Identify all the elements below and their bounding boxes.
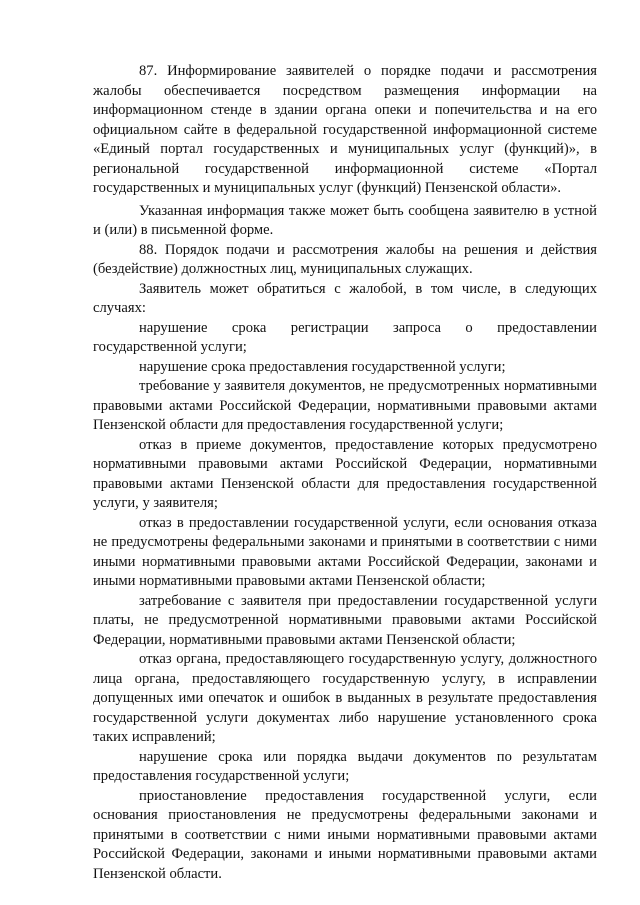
paragraph-88: 88. Порядок подачи и рассмотрения жалобы на решения и действия (бездействие) должностных лиц, муниципальных служащих. bbox=[93, 241, 597, 277]
paragraph-87: 87. Информирование заявителей о порядке подачи и рассмотрения жалобы обеспечивается посредством размещения информации на информационном стенде в здании органа опеки и попечительства и на его официальном сайте в федеральной государственной информационной системе «Единый портал государственных и муниципальных услуг (функций)», в региональной государственной информационной системе «Портал государственных и муниципальных услуг (функций) Пензенской области». bbox=[93, 63, 597, 196]
paragraph-info-oral-written: Указанная информация также может быть сообщена заявителю в устной и (или) в письменной форме. bbox=[93, 202, 597, 238]
list-item-unlawful-fee: затребование с заявителя при предоставлении государственной услуги платы, не предусмотренной нормативными правовыми актами Российской Федерации, нормативными правовыми актами Пензенской области; bbox=[93, 592, 597, 648]
paragraph-complaint-cases-intro: Заявитель может обратиться с жалобой, в том числе, в следующих случаях: bbox=[93, 280, 597, 316]
list-item-refusal-accept-docs: отказ в приеме документов, предоставление которых предусмотрено нормативными правовыми актами Российской Федерации, нормативными правовыми актами Пензенской области для предоставления государственной услуги, у заявителя; bbox=[93, 436, 597, 511]
list-item-service-deadline: нарушение срока предоставления государственной услуги; bbox=[139, 358, 506, 375]
list-item-issuance-violation: нарушение срока или порядка выдачи документов по результатам предоставления государственной услуги; bbox=[93, 748, 597, 784]
list-item-extra-documents: требование у заявителя документов, не предусмотренных нормативными правовыми актами Российской Федерации, нормативными правовыми актами Пензенской области для предоставления государственной услуги; bbox=[93, 378, 597, 433]
list-item-refusal-service: отказ в предоставлении государственной услуги, если основания отказа не предусмотрены федеральными законами и принятыми в соответствии с ними иными нормативными правовыми актами Российской Федерации, законами и иными нормативными правовыми актами Пензенской области; bbox=[93, 514, 597, 589]
list-item-registration-deadline: нарушение срока регистрации запроса о предоставлении государственной услуги; bbox=[93, 319, 597, 355]
document-page bbox=[93, 62, 597, 884]
list-item-refusal-corrections: отказ органа, предоставляющего государственную услугу, должностного лица органа, предоставляющего государственную услугу, в исправлении допущенных ими опечаток и ошибок в выданных в результате предоставления государственной услуги документах либо нарушение установленного срока таких исправлений; bbox=[93, 651, 597, 745]
list-item-suspension: приостановление предоставления государственной услуги, если основания приостановления не предусмотрены федеральными законами и принятыми в соответствии с ними иными нормативными правовыми актами Российской Федерации, законами и иными нормативными правовыми актами Пензенской области. bbox=[93, 787, 597, 882]
